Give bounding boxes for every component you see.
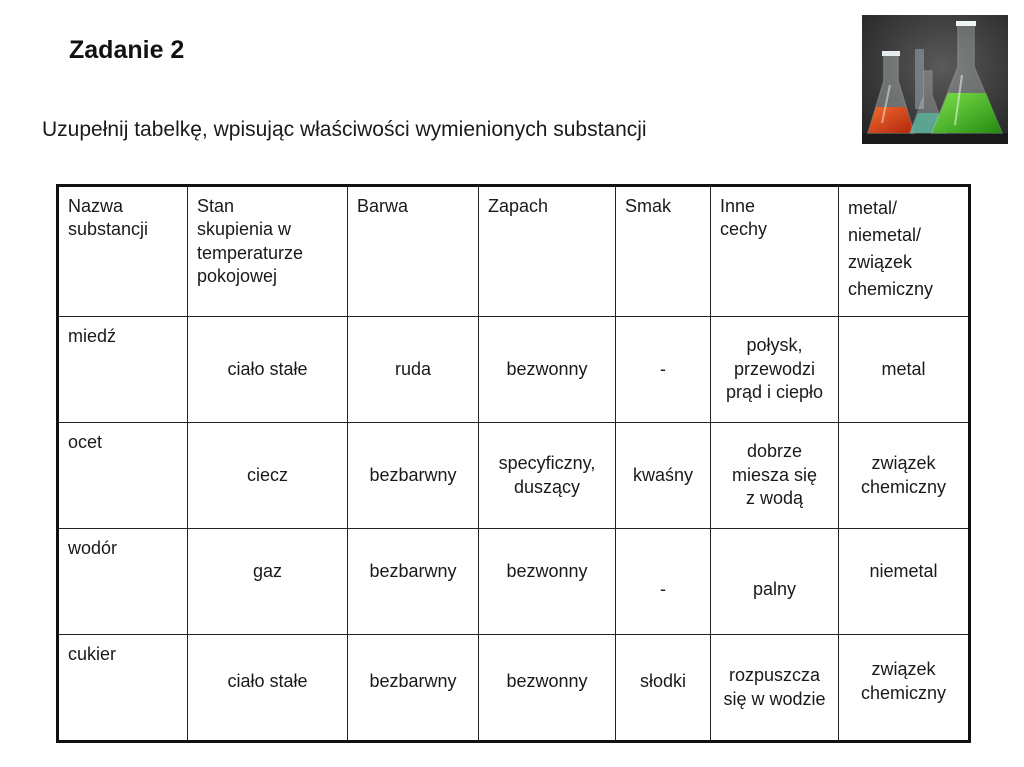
taste-cell: -	[616, 317, 711, 423]
taste-cell: kwaśny	[616, 423, 711, 529]
header-text: Inne	[720, 196, 756, 216]
other-cell	[711, 423, 839, 529]
type-text: niemetal	[869, 560, 938, 581]
header-text: Barwa	[357, 196, 409, 216]
header-text: skupienia w	[197, 219, 292, 240]
table-header-row	[58, 186, 970, 317]
header-text: związek	[848, 252, 913, 272]
other-text: rozpuszcza	[728, 665, 821, 686]
color-cell	[348, 529, 479, 635]
header-text: niemetal/	[848, 225, 922, 245]
color-text: bezbarwny	[369, 560, 457, 581]
color-cell	[348, 635, 479, 742]
header-text: substancji	[68, 219, 149, 240]
taste-cell	[616, 529, 711, 635]
type-cell	[839, 423, 970, 529]
state-cell: ciało stałe	[188, 317, 348, 423]
header-name	[58, 186, 188, 317]
flasks-illustration	[862, 15, 1008, 144]
table-row	[58, 529, 970, 635]
header-text: chemiczny	[848, 279, 934, 299]
color-cell: bezbarwny	[348, 423, 479, 529]
other-text: miesza się	[731, 464, 818, 485]
other-text: przewodzi	[733, 358, 816, 379]
header-text: Zapach	[488, 196, 549, 216]
other-cell	[711, 635, 839, 742]
type-cell	[839, 635, 970, 742]
smell-text: duszący	[513, 476, 581, 497]
table-row	[58, 423, 970, 529]
state-cell: ciecz	[188, 423, 348, 529]
table-row	[58, 635, 970, 742]
instruction-text: Uzupełnij tabelkę, wpisując właściwości wymienionych substancji	[42, 118, 647, 141]
smell-text: bezwonny	[506, 560, 588, 581]
type-text: związek	[871, 453, 936, 474]
color-cell: ruda	[348, 317, 479, 423]
header-text: temperaturze	[197, 242, 304, 263]
header-other	[711, 186, 839, 317]
substance-name: wodór	[58, 529, 188, 635]
other-cell	[711, 317, 839, 423]
smell-cell	[479, 423, 616, 529]
header-state	[188, 186, 348, 317]
other-text: połysk,	[746, 335, 803, 356]
header-text: metal/	[848, 198, 898, 218]
table-row	[58, 317, 970, 423]
smell-cell	[479, 529, 616, 635]
header-text: pokojowej	[197, 266, 278, 287]
taste-cell	[616, 635, 711, 742]
taste-text: -	[660, 578, 666, 599]
header-text: Nazwa	[68, 196, 124, 216]
substance-name: miedź	[58, 317, 188, 423]
laboratory-flasks-photo	[862, 15, 1008, 144]
smell-cell	[479, 317, 616, 423]
smell-text: specyficzny,	[498, 453, 596, 474]
state-cell	[188, 635, 348, 742]
color-text: bezbarwny	[369, 670, 457, 691]
header-type	[839, 186, 970, 317]
state-text: gaz	[252, 560, 283, 581]
header-taste	[616, 186, 711, 317]
header-text: cechy	[720, 219, 768, 240]
other-cell	[711, 529, 839, 635]
header-color	[348, 186, 479, 317]
smell-text: bezwonny	[506, 670, 588, 691]
smell-cell	[479, 635, 616, 742]
other-text: z wodą	[745, 488, 804, 509]
slide-title: Zadanie 2	[69, 36, 185, 64]
state-text: ciało stałe	[227, 670, 308, 691]
type-cell	[839, 317, 970, 423]
type-text: chemiczny	[860, 682, 947, 703]
header-smell	[479, 186, 616, 317]
smell-text: bezwonny	[506, 358, 588, 379]
header-text: Stan	[197, 196, 235, 216]
header-text: Smak	[625, 196, 672, 216]
type-text: chemiczny	[860, 476, 947, 497]
properties-table	[56, 184, 968, 716]
substance-name: ocet	[58, 423, 188, 529]
other-text: palny	[752, 578, 797, 599]
other-text: prąd i ciepło	[725, 382, 824, 403]
type-text: związek	[871, 659, 936, 680]
state-cell	[188, 529, 348, 635]
other-text: się w wodzie	[723, 688, 826, 709]
taste-text: słodki	[639, 670, 687, 691]
type-text: metal	[881, 358, 926, 379]
substance-name: cukier	[58, 635, 188, 742]
type-cell	[839, 529, 970, 635]
other-text: dobrze	[746, 441, 803, 462]
